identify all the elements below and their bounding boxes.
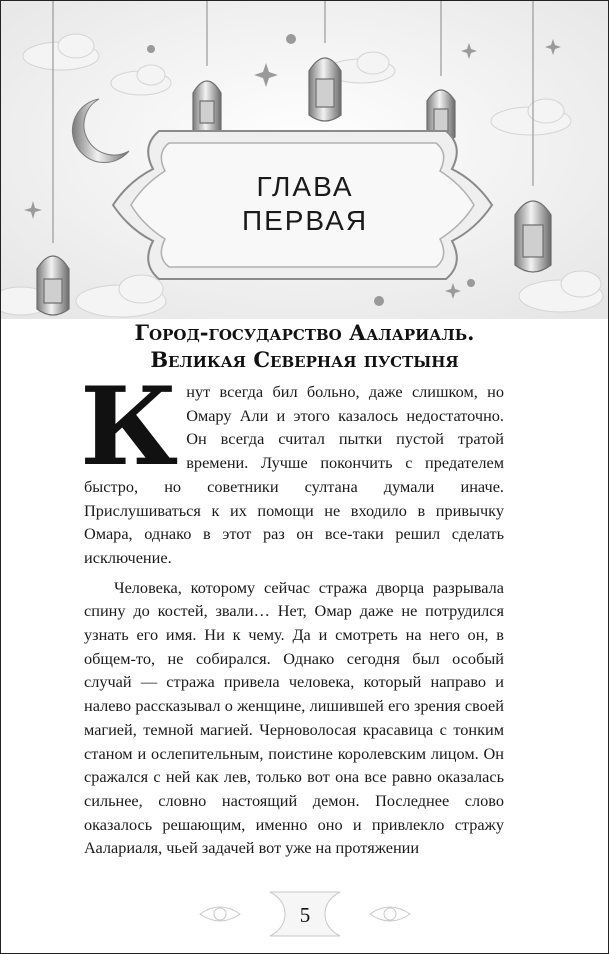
- page-number: 5: [299, 903, 311, 927]
- paragraph: Человека, которому сейчас стража дворца разрывала спину до костей, звали… Нет, Омар даже не потрудился узнать его имя. Ни к чему. Да и смотреть на него он, в общем-то, не собирался. Однако сегодня был особый случай — стража привела человека, который направо и налево рассказывал о женщине, лишившей его зрения своей магией, темной магией. Черноволосая красавица с тонким станом и ослепительным, поистине королевским лицом. Он сражался с ней как лев, только вот она все равно оказалась сильнее, словно настоящий демон. Последнее слово оказалось решающим, именно оно и привлекло стражу Аалариаля, чьей задачей вот уже на протяжении: [84, 577, 504, 858]
- subtitle-line: Город-государство Аалариаль.: [134, 320, 475, 345]
- chapter-title-line: ПЕРВАЯ: [241, 205, 369, 236]
- drop-cap: К: [80, 364, 179, 490]
- chapter-title-line: ГЛАВА: [256, 171, 354, 202]
- header-ornament-illustration: [1, 1, 608, 319]
- paragraph: [80, 364, 504, 570]
- chapter-title: [180, 170, 430, 238]
- paragraph-text: нут всегда бил больно, даже слишком, но Омару Али и этого казалось недостаточно. Он всегда считал пытки пустой тратой времени. Лучше покончить с предателем быстро, но советники султана думали иначе. Прислушиваться к их помощи не входило в привычку Омара, однако в этот раз он все-таки решил сделать исключение.: [84, 382, 504, 567]
- subtitle-line: Великая Северная пустыня: [150, 347, 459, 372]
- body-text: [80, 364, 504, 860]
